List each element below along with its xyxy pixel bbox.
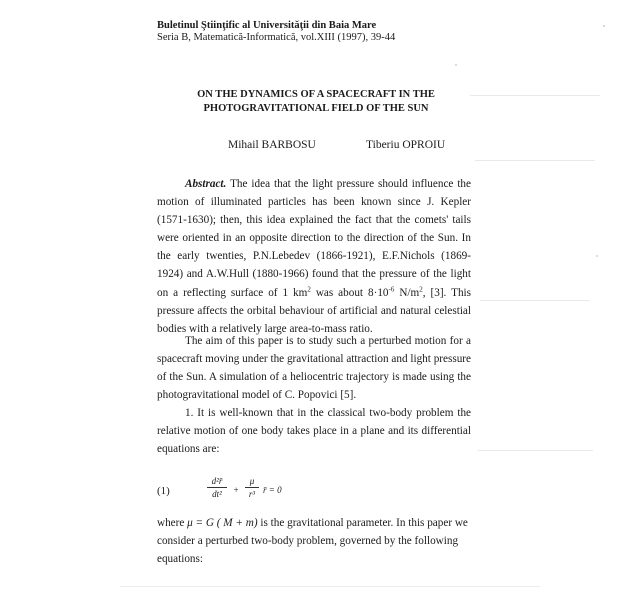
author-2: Tiberiu OPROIU [366, 139, 446, 151]
superscript: -6 [388, 284, 395, 293]
fraction-d2r-dt2 [207, 476, 227, 499]
fraction-denominator: r³ [248, 489, 256, 499]
journal-series: Seria B, Matematică-Informatică, vol.XIII (1997), 39-44 [157, 32, 396, 43]
aim-text: The aim of this paper is to study such a perturbed motion for a spacecraft moving under the gravitational attraction and light pressure of the Sun. A simulation of a heliocentric trajectory is made using the photogravitational model of C. Popovici [5]. [157, 335, 471, 402]
author-1: Mihail BARBOSU [228, 139, 316, 151]
section-1-text: 1. It is well-known that in the classical two-body problem the relative motion of one body takes place in a plane and its differential equations are: [157, 407, 471, 456]
superscript: 2 [419, 284, 423, 293]
scan-artifact [120, 586, 540, 587]
section-1-paragraph [157, 404, 471, 458]
abstract-text: The idea that the light pressure should influence the motion of illuminated particles has been known since J. Kepler (1571-1630); then, this idea explained the fact that the comets' tails were oriented in an opposite direction to the direction of the Sun. In the early twenties, P.N.Lebedev (1866-1921), E.F.Nichols (1869-1924) and A.W.Hull (1880-1966) found that the pressure of the light on a reflecting surface of 1 km [157, 178, 471, 299]
where-text: is the gravitational parameter. In this paper we consider a perturbed two-body problem, governed by the following equations: [157, 517, 468, 566]
scan-speck [596, 255, 598, 257]
fraction-numerator: μ [249, 476, 255, 486]
scan-speck [455, 64, 457, 66]
mu-formula: μ = G ( M + m) [187, 517, 258, 529]
fraction-bar [207, 487, 227, 488]
equation-rest: r̄ = 0 [263, 485, 282, 495]
abstract-text: was about 8·10 [310, 286, 389, 299]
where-text: where [157, 517, 188, 529]
paper-title-line-2: PHOTOGRAVITATIONAL FIELD OF THE SUN [203, 103, 429, 114]
plus-sign: + [233, 485, 240, 495]
abstract-label: Abstract. [185, 178, 227, 190]
fraction-mu-r3 [245, 476, 259, 499]
aim-paragraph [157, 332, 471, 404]
abstract-text: , [3]. This pressure affects the orbital behaviour of artificial and natural celestial bodies with a relatively large area-to-mass ratio. [157, 286, 472, 335]
fraction-denominator: dt² [212, 489, 222, 499]
fraction-bar [245, 487, 259, 488]
abstract-text: N/m [394, 286, 420, 299]
journal-name: Buletinul Ştiinţific al Universităţii din Baia Mare [157, 20, 377, 31]
scan-artifact [478, 450, 593, 451]
abstract-paragraph [157, 175, 471, 338]
scan-artifact [475, 160, 595, 161]
scan-artifact [480, 300, 590, 301]
equation-1 [207, 476, 327, 506]
superscript: 2 [307, 284, 311, 293]
paper-title-line-1: ON THE DYNAMICS OF A SPACECRAFT IN THE [197, 89, 435, 100]
equation-number: (1) [157, 485, 170, 497]
fraction-numerator: d²r̄ [211, 476, 223, 486]
where-paragraph [157, 514, 477, 568]
scan-speck [603, 25, 605, 27]
